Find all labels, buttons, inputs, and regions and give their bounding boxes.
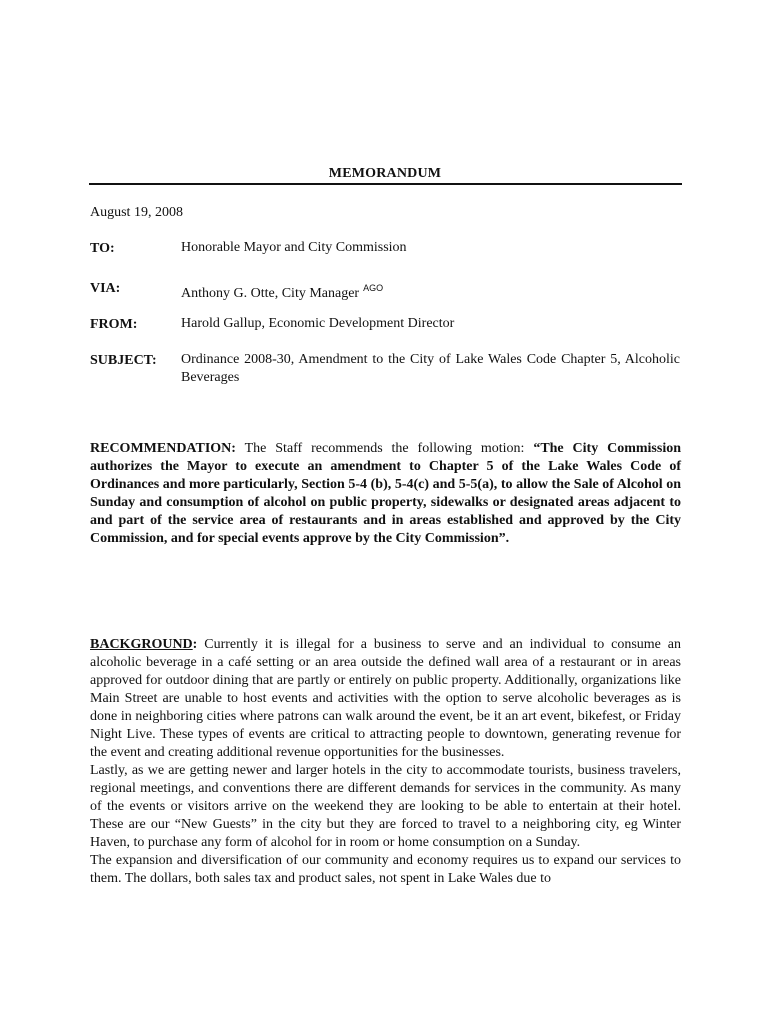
- via-value: Anthony G. Otte, City Manager: [181, 286, 360, 301]
- recommendation-heading: RECOMMENDATION:: [90, 441, 236, 456]
- background-text-1: Currently it is illegal for a business to serve and an individual to consume an alcoholic beverage in a café setting or an area outside the defined wall area of a restaurant or in areas approved for outdoor dining that are partly or entirely on public property. Additionally, organizations like Main Street are unable to host events and activities with the option to serve alcoholic beverages as is done in neighboring cities where patrons can walk around the event, be it an art event, bikefest, or Friday Night Live. These types of events are critical to attracting people to downtown, generating revenue for the event and creating additional revenue opportunities for the businesses.: [90, 637, 681, 760]
- recommendation-intro: The Staff recommends the following motion:: [235, 441, 534, 456]
- background-heading-colon: :: [192, 637, 198, 652]
- via-field: [181, 279, 383, 303]
- background-paragraph-2: Lastly, as we are getting newer and larger hotels in the city to accommodate tourists, business travelers, regional meetings, and conventions there are different demands for services in the community. As many of the events or visitors arrive on the weekend they are looking to be able to entertain at their hotel. These are our “New Guests” in the city but they are forced to travel to a neighboring city, eg Winter Haven, to purchase any form of alcohol for in room or home consumption on a Sunday.: [90, 763, 681, 850]
- subject-label: SUBJECT:: [90, 353, 157, 368]
- subject-value: Ordinance 2008-30, Amendment to the City of Lake Wales Code Chapter 5, Alcoholic Beverages: [181, 352, 680, 385]
- from-label: FROM:: [90, 317, 138, 332]
- to-label: TO:: [90, 241, 115, 256]
- background-heading: BACKGROUND: [90, 637, 193, 652]
- recommendation-section: [90, 440, 681, 548]
- background-paragraph-1: [90, 636, 681, 762]
- to-value: Honorable Mayor and City Commission: [181, 240, 407, 255]
- background-paragraph-3: The expansion and diversification of our community and economy requires us to expand our services to them. The dollars, both sales tax and product sales, not spent in Lake Wales due to: [90, 853, 681, 886]
- recommendation-motion: “The City Commission authorizes the Mayor to execute an amendment to Chapter 5 of the Lake Wales Code of Ordinances and more particularly, Section 5-4 (b), 5-4(c) and 5-5(a), to allow the Sale of Alcohol on Sunday and consumption of alcohol on public property, sidewalks or designated areas adjacent to and part of the service area of restaurants and in areas established and approved by the City Commission, and for special events approve by the City Commission”.: [90, 441, 681, 546]
- via-initials: AGO: [363, 283, 384, 293]
- title-divider: [89, 183, 682, 185]
- memo-title: MEMORANDUM: [328, 166, 442, 181]
- from-value: Harold Gallup, Economic Development Director: [181, 316, 455, 331]
- background-section: [90, 636, 681, 888]
- memo-date: August 19, 2008: [90, 205, 183, 220]
- via-label: VIA:: [90, 281, 121, 296]
